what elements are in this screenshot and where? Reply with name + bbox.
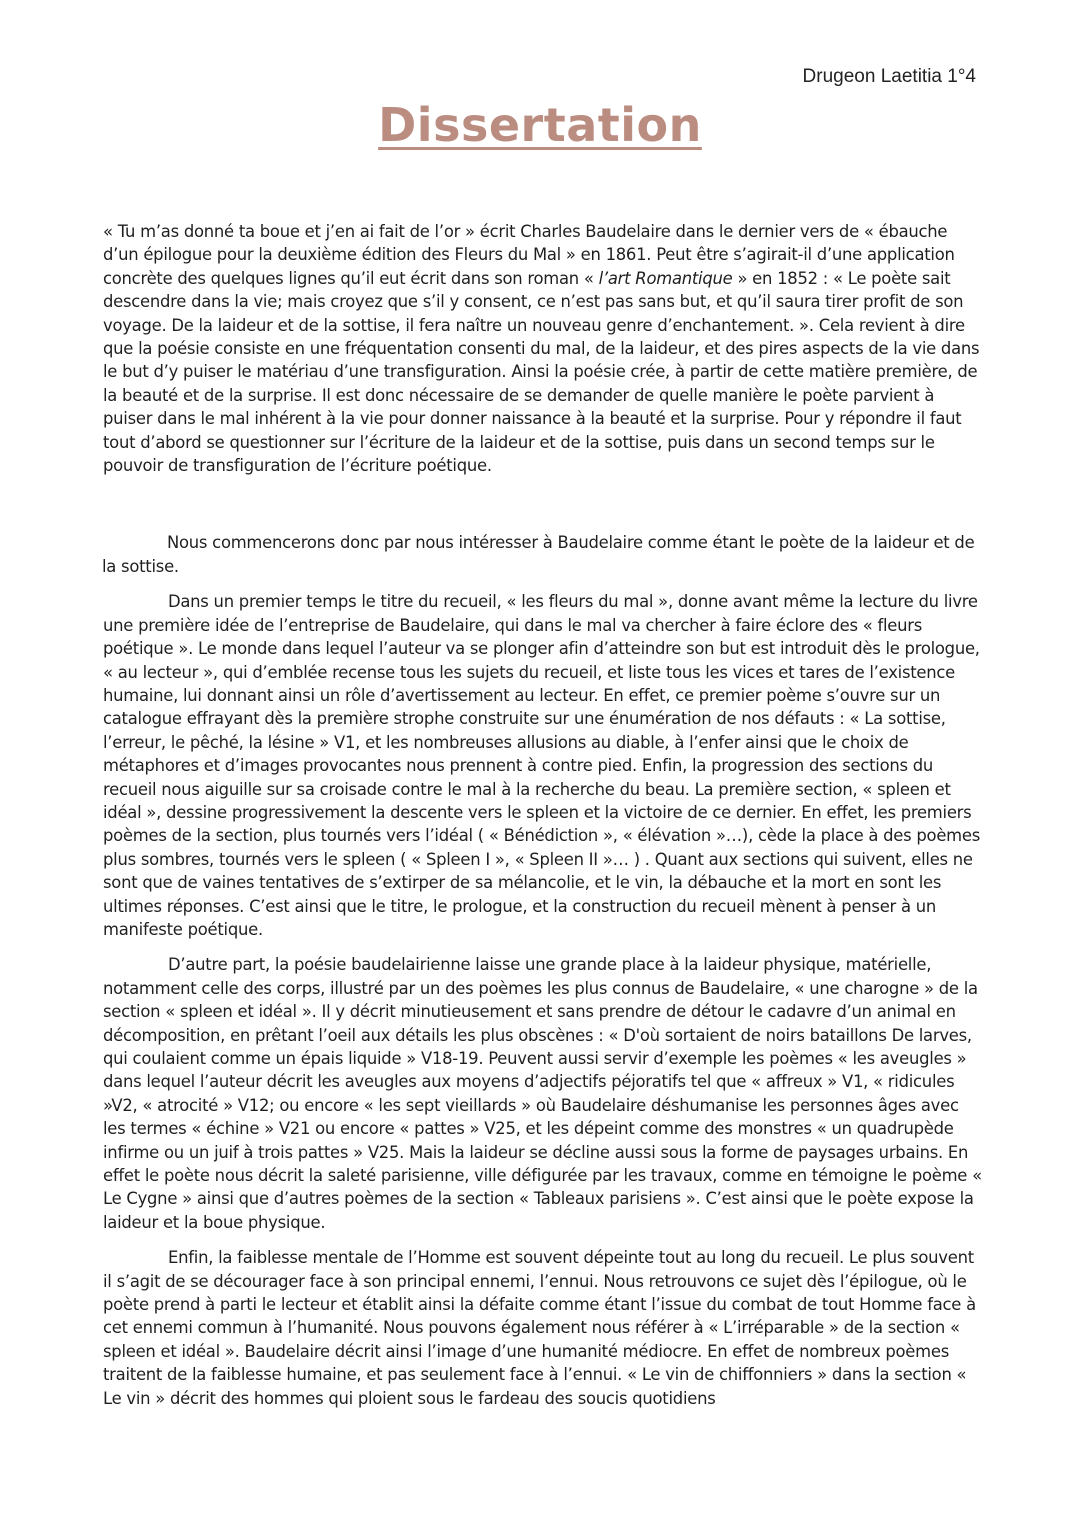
page-title: Dissertation — [378, 98, 702, 152]
essay-body — [103, 220, 983, 1422]
author-name: Drugeon Laetitia 1°4 — [802, 66, 976, 87]
part-one-paragraph-3: Enfin, la faiblesse mentale de l’Homme est souvent dépeinte tout au long du recueil. Le plus souvent il s’agit de se décourager face à son principal ennemi, l’ennui. Nous retrouvons ce sujet dès l’épilogue, où le poète prend à parti le lecteur et établit ainsi la défaite comme étant l’issue du combat de tout Homme face à cet ennemi commun à l’humanité. Nous pouvons également nous référer à « L’irréparable » de la section « spleen et idéal ». Baudelaire décrit ainsi l’image d’une humanité médiocre. En effet de nombreux poèmes traitent de la faiblesse humaine, et pas seulement face à l’ennui. « Le vin de chiffonniers » dans la section « Le vin » décrit des hommes qui ploient sous le fardeau des soucis quotidiens — [103, 1248, 976, 1408]
part-one-intro: Nous commencerons donc par nous intéresser à Baudelaire comme étant le poète de la laideur et de la sottise. — [102, 533, 975, 576]
intro-italic-title: l’art Romantique — [598, 268, 733, 288]
part-one-paragraph-1: Dans un premier temps le titre du recueil, « les fleurs du mal », donne avant même la lecture du livre une première idée de l’entreprise de Baudelaire, qui dans le mal va chercher à faire éclore des « fleurs poétique ». Le monde dans lequel l’auteur va se plonger afin d’atteindre son but est introduit dès le prologue, « au lecteur », qui d’emblée recense tous les sujets du recueil, et liste tous les vices et tares de l’existence humaine, lui donnant ainsi un rôle d’avertissement au lecteur. En effet, ce premier poème s’ouvre sur un catalogue effrayant dès la première strophe construite sur une énumération de nos défauts : « La sottise, l’erreur, le pêché, la lésine » V1, et les nombreuses allusions au diable, à l’enfer ainsi que le choix de métaphores et d’images provocantes nous prennent à contre pied. Enfin, la progression des sections du recueil nous aiguille sur sa croisade contre le mal à la recherche du beau. La première section, « spleen et idéal », dessine progressivement la descente vers le spleen et la victoire de ce dernier. En effet, les premiers poèmes de la section, plus tournés vers l’idéal ( « Bénédiction », « élévation »…), cède la place à des poèmes plus sombres, tournés vers le spleen ( « Spleen I », « Spleen II »… ) . Quant aux sections qui suivent, elles ne sont que de vaines tentatives de s’extirper de sa mélancolie, et le vin, la débauche et la mort en sont les ultimes réponses. C’est ainsi que le titre, le prologue, et la construction du recueil mènent à penser à un manifeste poétique. — [103, 592, 980, 939]
intro-text-1: « Tu m’as donné ta boue et j’en ai fait de l’or » écrit Charles Baudelaire dans le dernier vers de « ébauche d’un épilogue pour la deuxième édition des Fleurs du Mal » en 1861. Peut être s’agirait-il d’une application concrète des quelques lignes qu’il eut écrit dans son roman « — [103, 222, 955, 288]
introduction-paragraph — [103, 220, 983, 477]
part-one-paragraph-2: D’autre part, la poésie baudelairienne laisse une grande place à la laideur physique, matérielle, notamment celle des corps, illustré par un des poèmes les plus connus de Baudelaire, « une charogne » de la section « spleen et idéal ». Il y décrit minutieusement et sans prendre de détour le cadavre d’un animal en décomposition, en prêtant l’oeil aux détails les plus obscènes : « D'où sortaient de noirs bataillons De larves, qui coulaient comme un épais liquide » V18-19. Peuvent aussi servir d’exemple les poèmes « les aveugles » dans lequel l’auteur décrit les aveugles aux moyens d’adjectifs péjoratifs tel que « affreux » V1, « ridicules »V2, « atrocité » V12; ou encore « les sept vieillards » où Baudelaire déshumanise les personnes âges avec les termes « échine » V21 ou encore « pattes » V25, et les dépeint comme des monstres « un quadrupède infirme ou un juif à trois pattes » V25. Mais la laideur se décline aussi sous la forme de paysages urbains. En effet le poète nous décrit la saleté parisienne, ville défigurée par les travaux, comme en témoigne le poème « Le Cygne » ainsi que d’autres poèmes de la section « Tableaux parisiens ». C’est ainsi que le poète expose la laideur et la boue physique. — [103, 955, 982, 1232]
intro-text-2: » en 1852 : « Le poète sait descendre dans la vie; mais croyez que s’il y consent, ce n’est pas sans but, et qu’il saura tirer profit de son voyage. De la laideur et de la sottise, il fera naître un nouveau genre d’enchantement. ». Cela revient à dire que la poésie consiste en une fréquentation consenti du mal, de la laideur, et des pires aspects de la vie dans le but d’y puiser le matériau d’une transfiguration. Ainsi la poésie crée, à partir de cette matière première, de la beauté et de la surprise. Il est donc nécessaire de se demander de quelle manière le poète parvient à puiser dans le mal inhérent à la vie pour donner naissance à la beauté et la surprise. Pour y répondre il faut tout d’abord se questionner sur l’écriture de la laideur et de la sottise, puis dans un second temps sur le pouvoir de transfiguration de l’écriture poétique. — [103, 268, 980, 476]
